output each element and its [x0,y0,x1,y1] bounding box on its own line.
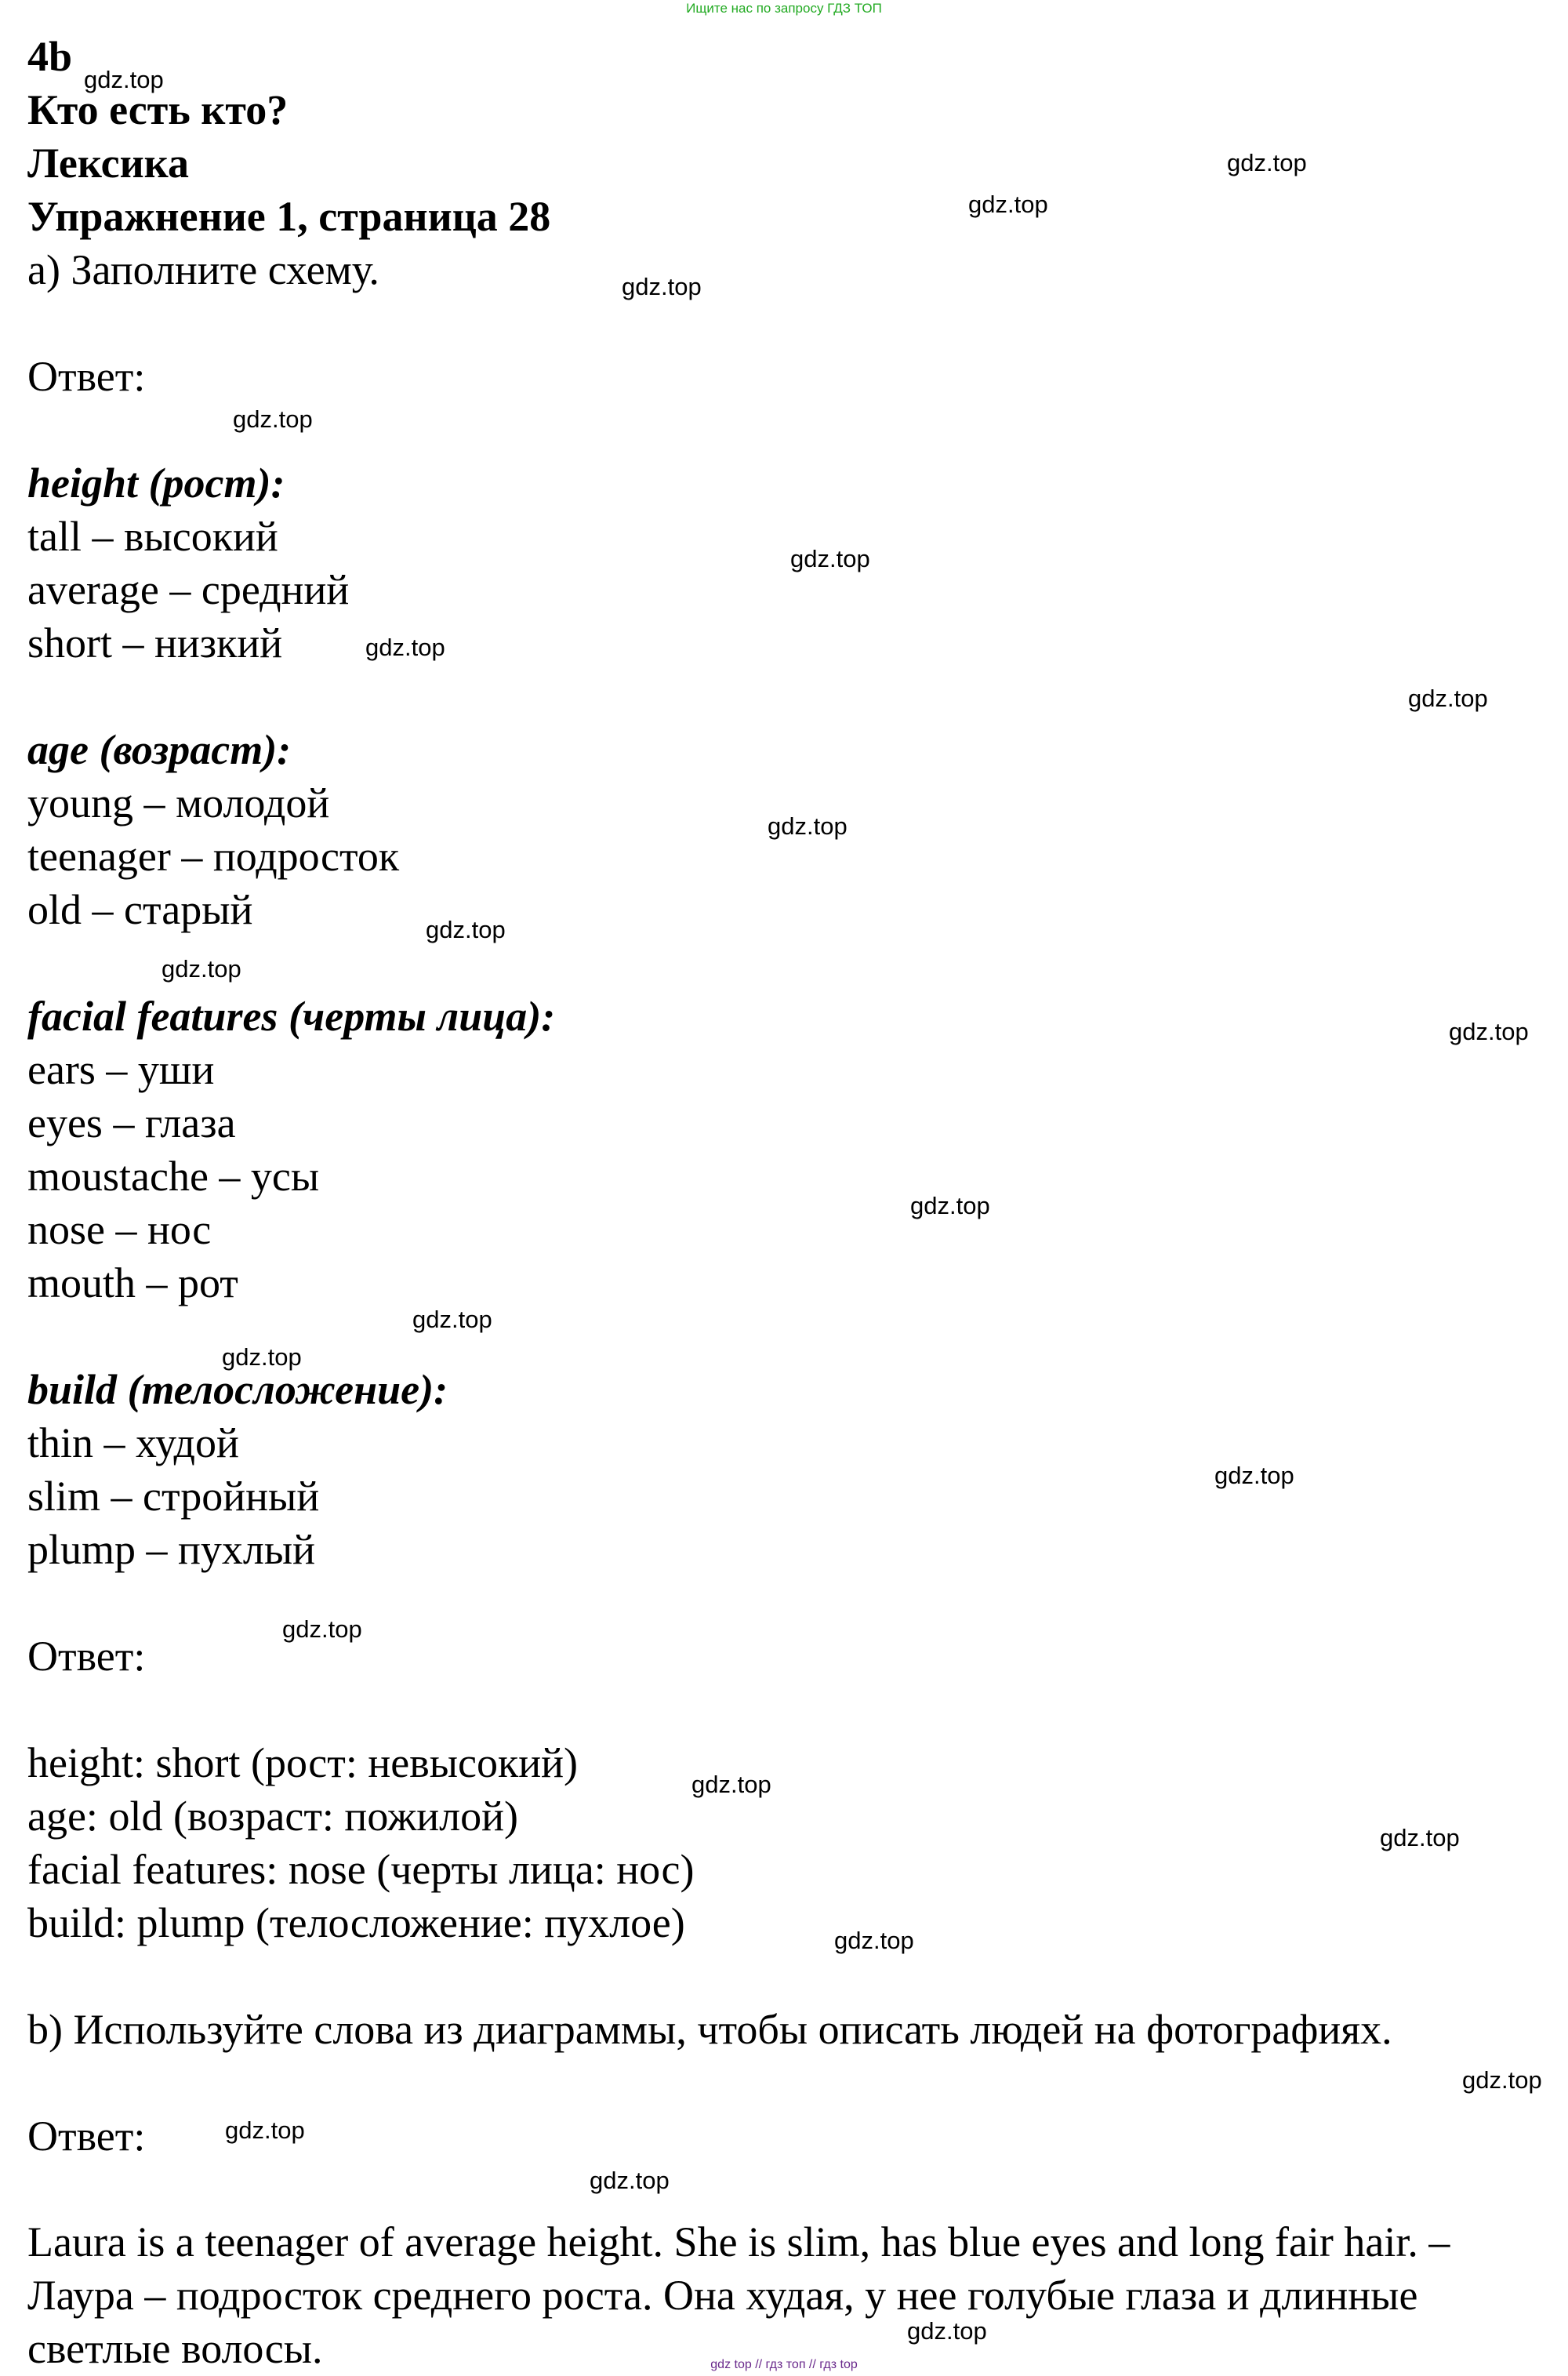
list-item: short – низкий [27,619,283,667]
watermark: gdz.top [590,2167,670,2194]
list-item: young – молодой [27,779,330,827]
watermark: gdz.top [1408,685,1488,712]
watermark: gdz.top [365,634,445,661]
task-b: b) Используйте слова из диаграммы, чтобы описать людей на фотографиях. [27,2006,1392,2053]
watermark: gdz.top [233,405,313,433]
watermark: gdz.top [834,1927,914,1954]
answer-line: height: short (рост: невысокий) [27,1739,578,1786]
top-banner: Ищите нас по запросу ГДЗ ТОП [686,1,882,16]
watermark: gdz.top [910,1192,990,1219]
watermark: gdz.top [691,1771,771,1798]
exercise-title: Упражнение 1, страница 28 [27,193,551,240]
category-heading-age: age (возраст): [27,726,292,773]
watermark: gdz.top [222,1343,302,1371]
answer-label-1: Ответ: [27,353,146,400]
category-heading-build: build (телосложение): [27,1366,448,1413]
category-heading-height: height (рост): [27,460,285,507]
watermark: gdz.top [225,2116,305,2144]
watermark: gdz.top [162,955,241,983]
watermark: gdz.top [426,916,506,943]
watermark: gdz.top [790,545,870,572]
watermark: gdz.top [1214,1462,1294,1489]
list-item: slim – стройный [27,1473,320,1520]
list-item: plump – пухлый [27,1526,316,1573]
answer-line: facial features: nose (черты лица: нос) [27,1846,695,1893]
watermark: gdz.top [84,66,164,93]
list-item: mouth – рот [27,1259,238,1306]
category-heading-facial: facial features (черты лица): [27,993,556,1040]
watermark: gdz.top [968,191,1048,218]
watermark: gdz.top [1449,1018,1529,1045]
section-title: Лексика [27,140,189,187]
watermark: gdz.top [1462,2066,1542,2094]
list-item: teenager – подросток [27,833,400,880]
answer-line: build: plump (телосложение: пухлое) [27,1899,685,1946]
task-a: a) Заполните схему. [27,246,379,293]
watermark: gdz.top [1380,1824,1460,1851]
watermark: gdz.top [412,1306,492,1333]
watermark: gdz.top [907,2317,987,2345]
list-item: ears – уши [27,1046,215,1093]
list-item: thin – худой [27,1419,239,1466]
answer-label-3: Ответ: [27,2113,146,2160]
watermark: gdz.top [282,1615,362,1643]
bottom-banner: gdz top // гдз топ // гдз top [710,2358,858,2371]
unit-number: 4b [27,33,73,80]
list-item: old – старый [27,886,253,933]
list-item: tall – высокий [27,513,278,560]
watermark: gdz.top [622,273,702,300]
answer-b-paragraph: Laura is a teenager of average height. She is slim, has blue eyes and long fair hair. – Лаура – подросток среднего роста. Она худая, у нее голубые глаза и длинные светлые волосы. [27,2218,1450,2372]
page-title: Кто есть кто? [27,86,289,133]
list-item: moustache – усы [27,1153,320,1200]
answer-label-2: Ответ: [27,1633,146,1680]
answer-line: age: old (возраст: пожилой) [27,1793,519,1840]
list-item: average – средний [27,566,350,613]
list-item: nose – нос [27,1206,212,1253]
list-item: eyes – глаза [27,1099,236,1146]
watermark: gdz.top [768,812,848,840]
watermark: gdz.top [1227,149,1307,176]
